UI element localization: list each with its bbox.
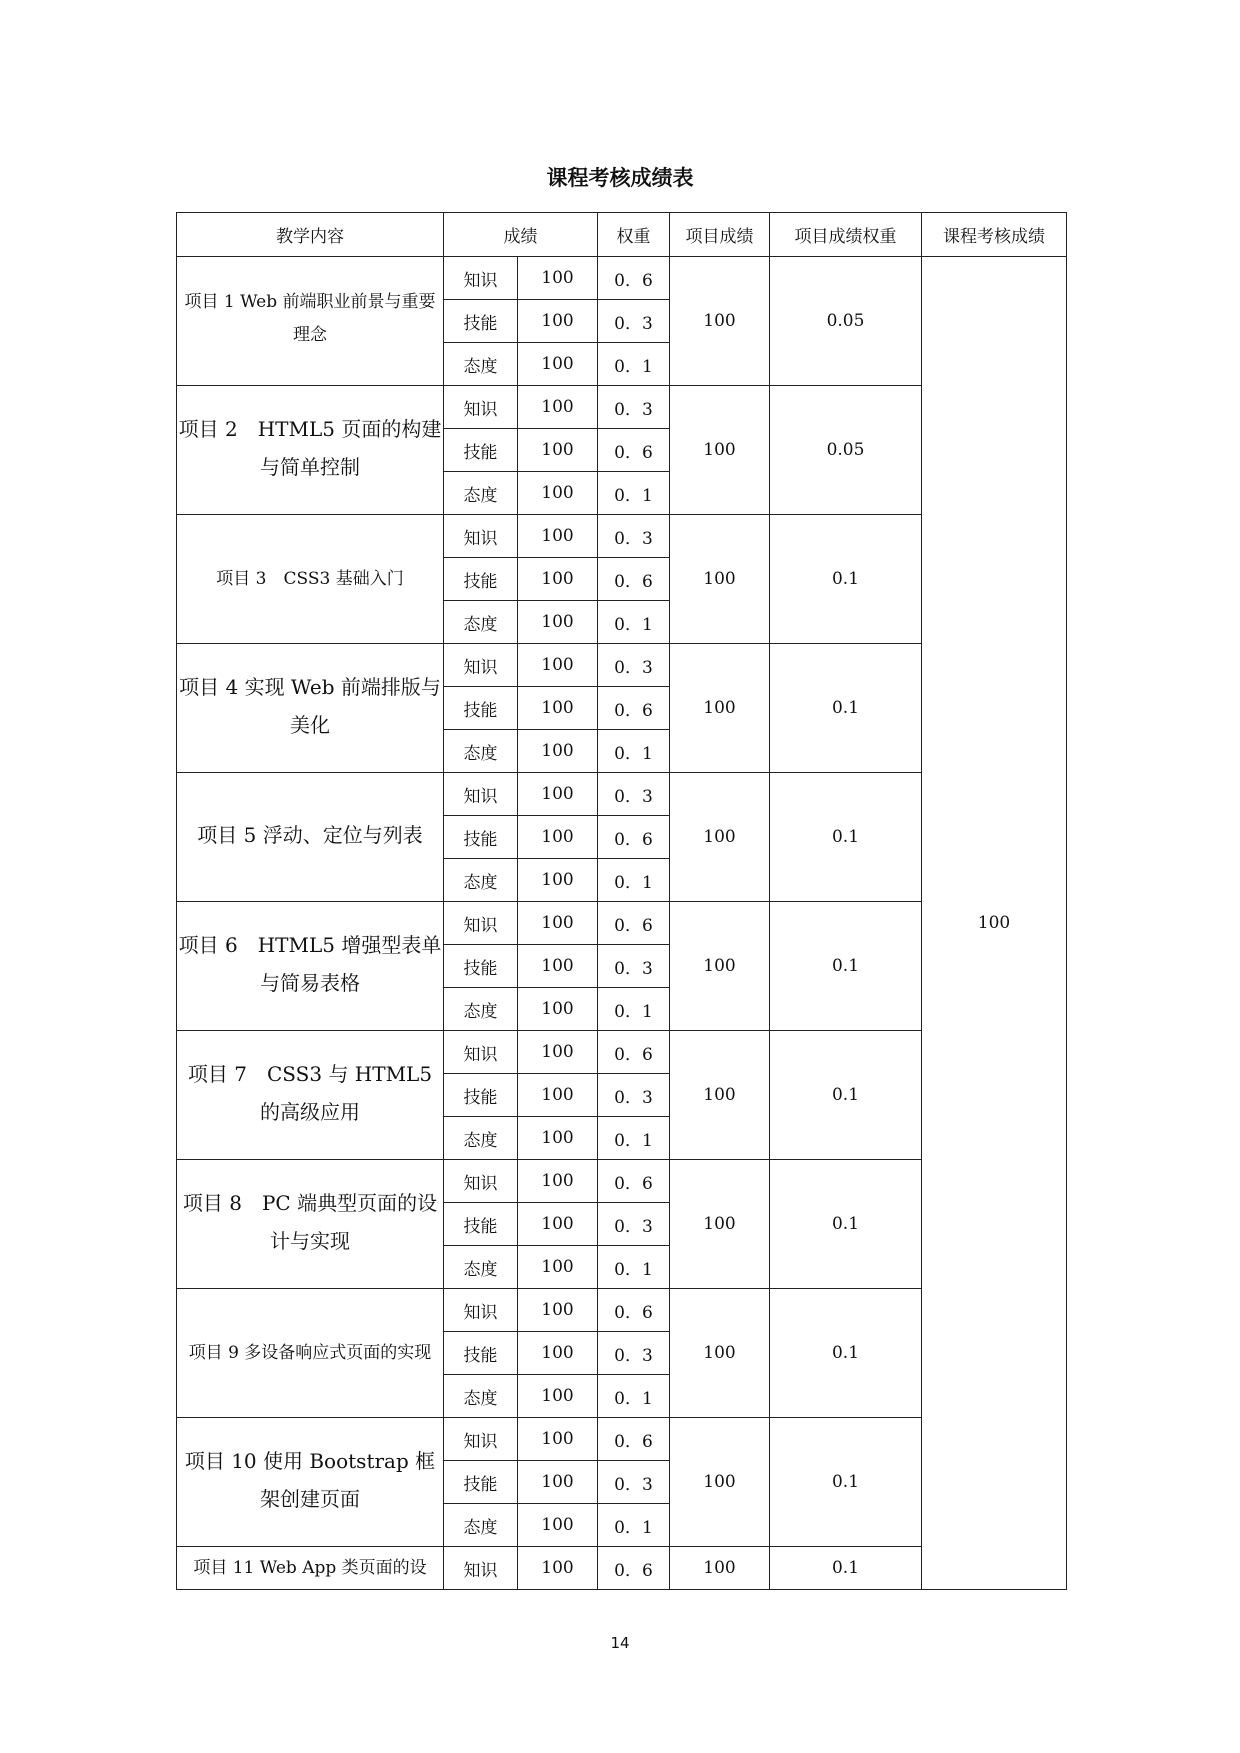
score-cell: 100 — [518, 472, 598, 515]
score-cell: 100 — [518, 1031, 598, 1074]
category-cell: 技能 — [444, 1074, 518, 1117]
weight-cell: 0．1 — [598, 1504, 670, 1547]
category-cell: 技能 — [444, 687, 518, 730]
score-cell: 100 — [518, 773, 598, 816]
weight-cell: 0．1 — [598, 472, 670, 515]
category-cell: 态度 — [444, 1504, 518, 1547]
project-weight-cell: 0.1 — [770, 515, 922, 644]
score-cell: 100 — [518, 988, 598, 1031]
score-cell: 100 — [518, 1246, 598, 1289]
category-cell: 知识 — [444, 1031, 518, 1074]
weight-cell: 0．1 — [598, 730, 670, 773]
project-weight-cell: 0.1 — [770, 1160, 922, 1289]
weight-cell: 0．3 — [598, 1332, 670, 1375]
header-course-score: 课程考核成绩 — [922, 213, 1067, 257]
category-cell: 态度 — [444, 472, 518, 515]
score-cell: 100 — [518, 730, 598, 773]
project-weight-cell: 0.05 — [770, 386, 922, 515]
weight-cell: 0．6 — [598, 1031, 670, 1074]
score-cell: 100 — [518, 1289, 598, 1332]
score-cell: 100 — [518, 902, 598, 945]
category-cell: 知识 — [444, 257, 518, 300]
course-score-cell: 100 — [922, 257, 1067, 1590]
weight-cell: 0．3 — [598, 773, 670, 816]
page-title: 课程考核成绩表 — [546, 166, 694, 190]
category-cell: 技能 — [444, 1203, 518, 1246]
project-name: 项目 9 多设备响应式页面的实现 — [188, 1343, 432, 1363]
header-project-score: 项目成绩 — [670, 213, 770, 257]
score-cell: 100 — [518, 601, 598, 644]
category-cell: 技能 — [444, 945, 518, 988]
score-cell: 100 — [518, 1160, 598, 1203]
weight-cell: 0．1 — [598, 988, 670, 1031]
weight-cell: 0．6 — [598, 816, 670, 859]
category-cell: 技能 — [444, 558, 518, 601]
category-cell: 态度 — [444, 1246, 518, 1289]
weight-cell: 0．6 — [598, 558, 670, 601]
project-weight-cell: 0.1 — [770, 1031, 922, 1160]
score-cell: 100 — [518, 644, 598, 687]
weight-cell: 0．1 — [598, 343, 670, 386]
project-name: 项目 6 HTML5 增强型表单与简易表格 — [178, 933, 442, 995]
category-cell: 技能 — [444, 816, 518, 859]
weight-cell: 0．6 — [598, 257, 670, 300]
category-cell: 态度 — [444, 1375, 518, 1418]
project-name-cell — [177, 1160, 444, 1289]
category-cell: 知识 — [444, 1418, 518, 1461]
category-cell: 知识 — [444, 773, 518, 816]
category-cell: 态度 — [444, 859, 518, 902]
project-name-cell — [177, 644, 444, 773]
project-name-cell — [177, 257, 444, 386]
weight-cell: 0．3 — [598, 300, 670, 343]
project-weight-cell: 0.05 — [770, 257, 922, 386]
project-name-cell — [177, 515, 444, 644]
score-cell: 100 — [518, 1203, 598, 1246]
project-name: 项目 5 浮动、定位与列表 — [197, 823, 423, 847]
weight-cell: 0．3 — [598, 515, 670, 558]
project-weight-cell: 0.1 — [770, 1547, 922, 1590]
weight-cell: 0．3 — [598, 386, 670, 429]
project-weight-cell: 0.1 — [770, 773, 922, 902]
score-cell: 100 — [518, 1074, 598, 1117]
category-cell: 态度 — [444, 1117, 518, 1160]
project-weight-cell: 0.1 — [770, 1289, 922, 1418]
score-cell: 100 — [518, 558, 598, 601]
project-score-cell: 100 — [670, 1031, 770, 1160]
category-cell: 知识 — [444, 1160, 518, 1203]
score-cell: 100 — [518, 515, 598, 558]
project-score-cell: 100 — [670, 257, 770, 386]
project-score-cell: 100 — [670, 386, 770, 515]
project-name: 项目 3 CSS3 基础入门 — [216, 569, 404, 589]
score-cell: 100 — [518, 859, 598, 902]
weight-cell: 0．6 — [598, 1418, 670, 1461]
score-cell: 100 — [518, 1117, 598, 1160]
project-score-cell: 100 — [670, 1547, 770, 1590]
weight-cell: 0．1 — [598, 859, 670, 902]
score-cell: 100 — [518, 687, 598, 730]
project-score-cell: 100 — [670, 1289, 770, 1418]
project-name: 项目 4 实现 Web 前端排版与美化 — [179, 675, 441, 737]
weight-cell: 0．6 — [598, 1289, 670, 1332]
category-cell: 态度 — [444, 730, 518, 773]
category-cell: 知识 — [444, 515, 518, 558]
weight-cell: 0．6 — [598, 687, 670, 730]
score-cell: 100 — [518, 1418, 598, 1461]
score-cell: 100 — [518, 1547, 598, 1590]
grades-table — [176, 212, 1067, 1590]
weight-cell: 0．3 — [598, 644, 670, 687]
project-weight-cell: 0.1 — [770, 902, 922, 1031]
weight-cell: 0．3 — [598, 1461, 670, 1504]
category-cell: 知识 — [444, 644, 518, 687]
score-cell: 100 — [518, 343, 598, 386]
project-score-cell: 100 — [670, 515, 770, 644]
project-score-cell: 100 — [670, 902, 770, 1031]
score-cell: 100 — [518, 257, 598, 300]
header-project-weight: 项目成绩权重 — [770, 213, 922, 257]
score-cell: 100 — [518, 300, 598, 343]
project-score-cell: 100 — [670, 1418, 770, 1547]
weight-cell: 0．1 — [598, 1117, 670, 1160]
project-name-cell — [177, 386, 444, 515]
project-score-cell: 100 — [670, 773, 770, 902]
project-name-cell — [177, 1547, 444, 1590]
score-cell: 100 — [518, 945, 598, 988]
project-name: 项目 7 CSS3 与 HTML5 的高级应用 — [187, 1062, 433, 1124]
weight-cell: 0．6 — [598, 1160, 670, 1203]
project-name-cell — [177, 1418, 444, 1547]
weight-cell: 0．6 — [598, 429, 670, 472]
score-cell: 100 — [518, 386, 598, 429]
project-name: 项目 2 HTML5 页面的构建与简单控制 — [178, 417, 442, 479]
project-name-cell — [177, 773, 444, 902]
category-cell: 知识 — [444, 386, 518, 429]
project-score-cell: 100 — [670, 644, 770, 773]
project-name: 项目 1 Web 前端职业前景与重要理念 — [184, 292, 436, 345]
header-row — [177, 213, 1067, 257]
score-cell: 100 — [518, 816, 598, 859]
project-name-cell — [177, 1031, 444, 1160]
weight-cell: 0．3 — [598, 1203, 670, 1246]
score-cell: 100 — [518, 1461, 598, 1504]
weight-cell: 0．1 — [598, 1375, 670, 1418]
page-number: 14 — [610, 1634, 630, 1652]
weight-cell: 0．1 — [598, 601, 670, 644]
project-name-cell — [177, 1289, 444, 1418]
weight-cell: 0．6 — [598, 1547, 670, 1590]
category-cell: 技能 — [444, 1461, 518, 1504]
category-cell: 知识 — [444, 1289, 518, 1332]
score-cell: 100 — [518, 429, 598, 472]
header-score: 成绩 — [444, 213, 598, 257]
table-row — [177, 257, 1067, 300]
project-name: 项目 10 使用 Bootstrap 框架创建页面 — [184, 1449, 436, 1511]
category-cell: 技能 — [444, 429, 518, 472]
project-score-cell: 100 — [670, 1160, 770, 1289]
category-cell: 知识 — [444, 902, 518, 945]
category-cell: 技能 — [444, 1332, 518, 1375]
category-cell: 态度 — [444, 601, 518, 644]
weight-cell: 0．6 — [598, 902, 670, 945]
project-name-cell — [177, 902, 444, 1031]
table-body — [177, 257, 1067, 1590]
category-cell: 知识 — [444, 1547, 518, 1590]
weight-cell: 0．3 — [598, 1074, 670, 1117]
project-name: 项目 11 Web App 类页面的设 — [193, 1558, 427, 1578]
score-cell: 100 — [518, 1332, 598, 1375]
project-weight-cell: 0.1 — [770, 1418, 922, 1547]
weight-cell: 0．1 — [598, 1246, 670, 1289]
score-cell: 100 — [518, 1504, 598, 1547]
score-cell: 100 — [518, 1375, 598, 1418]
header-weight: 权重 — [598, 213, 670, 257]
weight-cell: 0．3 — [598, 945, 670, 988]
category-cell: 态度 — [444, 343, 518, 386]
header-content: 教学内容 — [177, 213, 444, 257]
category-cell: 技能 — [444, 300, 518, 343]
category-cell: 态度 — [444, 988, 518, 1031]
project-weight-cell: 0.1 — [770, 644, 922, 773]
project-name: 项目 8 PC 端典型页面的设计与实现 — [182, 1191, 438, 1253]
